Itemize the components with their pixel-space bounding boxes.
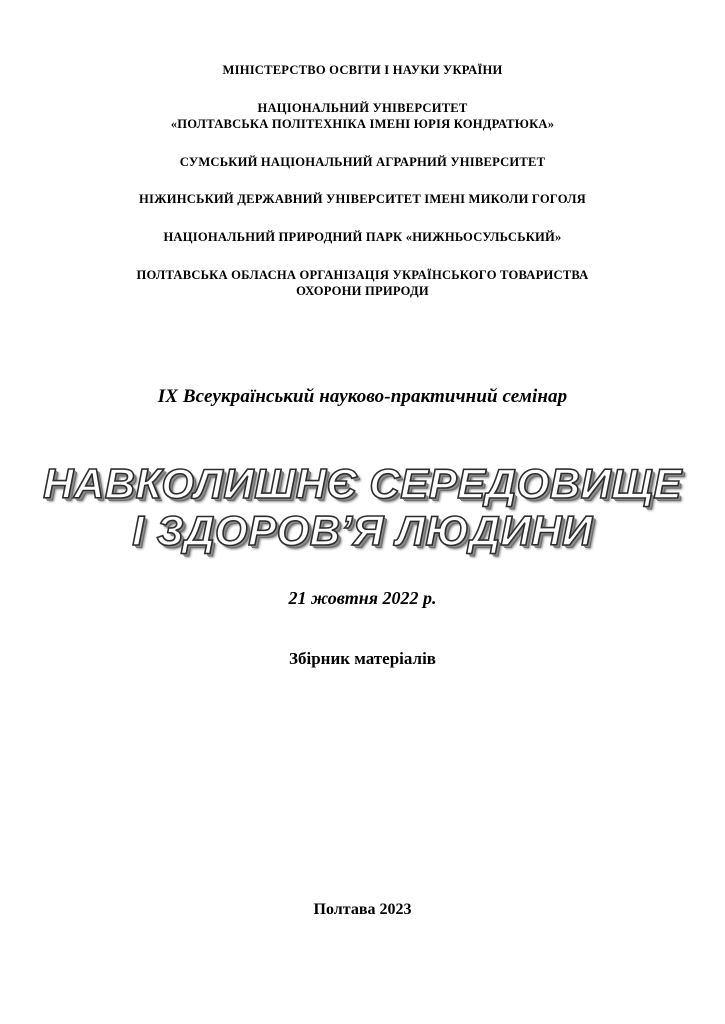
organisations-block [0, 62, 725, 300]
organisation-line-ministry: МІНІСТЕРСТВО ОСВІТИ І НАУКИ УКРАЇНИ [222, 63, 503, 77]
event-date: 21 жовтня 2022 р. [288, 587, 437, 608]
page-title-line-1: НАВКОЛИШНЄ СЕРЕДОВИЩЕ [43, 459, 682, 507]
organisation-line-nizhyn: НІЖИНСЬКИЙ ДЕРЖАВНИЙ УНІВЕРСИТЕТ ІМЕНІ МИКОЛИ ГОГОЛЯ [139, 192, 586, 207]
spacer [0, 79, 725, 100]
organisation-line-society-second: ОХОРОНИ ПРИРОДИ [296, 284, 429, 299]
spacer [0, 208, 725, 229]
organisation-line-society: ПОЛТАВСЬКА ОБЛАСНА ОРГАНІЗАЦІЯ УКРАЇНСЬКОГО ТОВАРИСТВА [136, 267, 589, 282]
spacer [0, 246, 725, 267]
organisation-line-park: НАЦІОНАЛЬНИЙ ПРИРОДНИЙ ПАРК «НИЖНЬОСУЛЬСЬКИЙ» [163, 230, 562, 245]
page-title-line-2: І ЗДОРОВ’Я ЛЮДИНИ [132, 506, 593, 554]
spacer [0, 133, 725, 154]
organisation-line-university-name: НАЦІОНАЛЬНИЙ УНІВЕРСИТЕТ [257, 100, 468, 115]
organisation-line-university-full: «ПОЛТАВСЬКА ПОЛІТЕХНІКА ІМЕНІ ЮРІЯ КОНДРАТЮКА» [170, 117, 555, 132]
spacer [0, 170, 725, 191]
imprint: Полтава 2023 [313, 901, 412, 918]
page-title [0, 460, 725, 554]
organisation-line-sumy: СУМСЬКИЙ НАЦІОНАЛЬНИЙ АГРАРНИЙ УНІВЕРСИТЕТ [179, 154, 546, 169]
collection-type: Збірник матеріалів [289, 648, 436, 668]
seminar-subtitle: IX Всеукраїнський науково-практичний семінар [157, 385, 568, 407]
